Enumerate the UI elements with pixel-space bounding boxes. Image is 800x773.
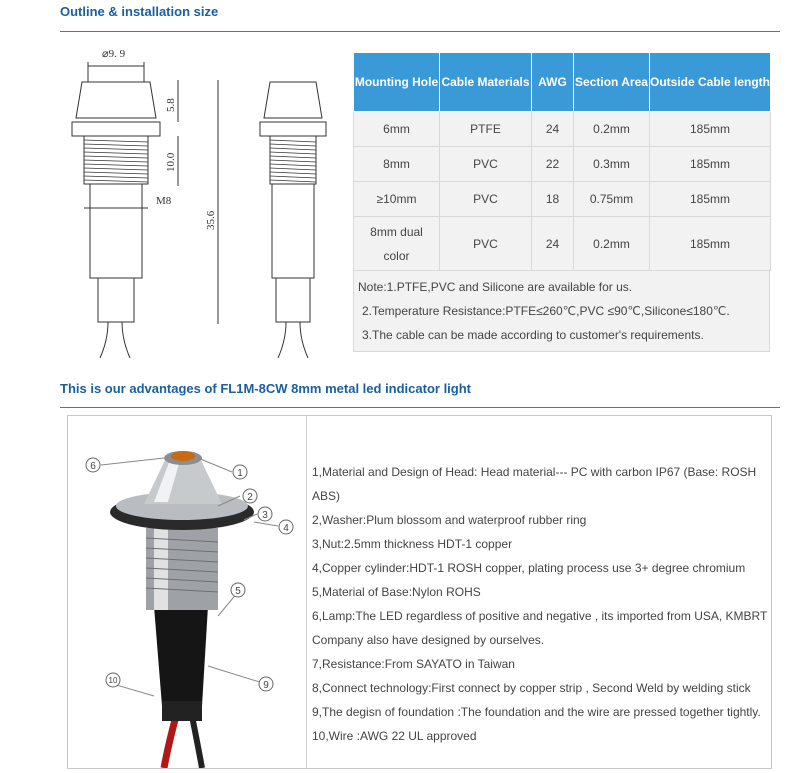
advantages-panel — [67, 415, 772, 769]
note-line: 2.Temperature Resistance:PTFE≤260℃,PVC ≤90℃,Silicone≤180℃. — [362, 304, 730, 318]
table-cell: 8mm — [354, 147, 440, 182]
table-cell: 185mm — [650, 112, 771, 147]
table-cell: 185mm — [650, 147, 771, 182]
header-outside-cable-length: Outside Cable length — [650, 53, 771, 112]
table-row — [354, 217, 771, 271]
callout-label: 1 — [237, 468, 243, 479]
note-line: 3.The cable can be made according to customer's requirements. — [362, 328, 704, 342]
table-cell: 0.3mm — [574, 147, 650, 182]
section-divider — [60, 31, 780, 32]
product-photo — [68, 416, 306, 768]
table-cell: PTFE — [440, 112, 532, 147]
table-cell: 6mm — [354, 112, 440, 147]
table-cell: 185mm — [650, 182, 771, 217]
table-cell: 185mm — [650, 217, 771, 271]
list-item: 4,Copper cylinder:HDT-1 ROSH copper, plating process use 3+ degree chromium — [312, 561, 746, 575]
section-title-advantages: This is our advantages of FL1M-8CW 8mm metal led indicator light — [60, 381, 472, 396]
list-item: 6,Lamp:The LED regardless of positive and negative , its imported from USA, KMBRT Company also have designed by ourselves. — [312, 609, 768, 647]
panel-divider — [306, 416, 307, 768]
table-row — [354, 112, 771, 147]
callout-label: 9 — [263, 680, 269, 691]
table-row — [354, 182, 771, 217]
list-item: 7,Resistance:From SAYATO in Taiwan — [312, 657, 515, 671]
list-item: 9,The degisn of foundation :The foundation and the wire are pressed together tightly. — [312, 705, 761, 719]
thread-label: M8 — [156, 195, 172, 207]
list-item: 8,Connect technology:First connect by copper strip , Second Weld by welding stick — [312, 681, 751, 695]
spec-notes — [353, 271, 770, 352]
table-row — [354, 147, 771, 182]
header-cable-materials: Cable Materials — [440, 53, 532, 112]
table-cell: PVC — [440, 217, 532, 271]
callout-label: 2 — [247, 492, 253, 503]
header-section-area: Section Area — [574, 53, 650, 112]
table-cell: 24 — [532, 112, 574, 147]
list-item: 3,Nut:2.5mm thickness HDT-1 copper — [312, 537, 513, 551]
table-cell: PVC — [440, 147, 532, 182]
outline-drawing — [60, 40, 350, 365]
spec-table — [353, 52, 771, 271]
table-cell: 24 — [532, 217, 574, 271]
diameter-label: ⌀9. 9 — [102, 48, 126, 60]
list-item: 5,Material of Base:Nylon ROHS — [312, 585, 481, 599]
callout-label: 5 — [235, 586, 241, 597]
table-cell: 0.2mm — [574, 217, 650, 271]
section-divider — [60, 407, 780, 408]
head-height-label: 5.8 — [165, 98, 177, 112]
callout-label: 4 — [283, 523, 289, 534]
spec-table-header — [354, 53, 771, 112]
table-cell: 8mm dual color — [354, 217, 440, 271]
note-line: Note:1.PTFE,PVC and Silicone are available for us. — [358, 280, 633, 294]
table-cell: 0.75mm — [574, 182, 650, 217]
list-item: 1,Material and Design of Head: Head material--- PC with carbon IP67 (Base: ROSH ABS) — [312, 465, 757, 503]
thread-length-label: 10.0 — [165, 152, 177, 172]
header-awg: AWG — [532, 53, 574, 112]
list-item: 2,Washer:Plum blossom and waterproof rubber ring — [312, 513, 587, 527]
table-cell: 0.2mm — [574, 112, 650, 147]
spec-table-container — [353, 52, 770, 352]
list-item: 10,Wire :AWG 22 UL approved — [312, 729, 477, 743]
section-title-outline: Outline & installation size — [60, 4, 219, 19]
advantages-list — [312, 460, 772, 748]
table-cell: PVC — [440, 182, 532, 217]
header-mounting-hole: Mounting Hole — [354, 53, 440, 112]
callout-label: 10 — [108, 676, 118, 685]
table-cell: 18 — [532, 182, 574, 217]
table-cell: ≥10mm — [354, 182, 440, 217]
table-cell: 22 — [532, 147, 574, 182]
callout-label: 3 — [262, 510, 268, 521]
total-length-label: 35.6 — [205, 210, 217, 230]
callout-label: 6 — [90, 461, 96, 472]
